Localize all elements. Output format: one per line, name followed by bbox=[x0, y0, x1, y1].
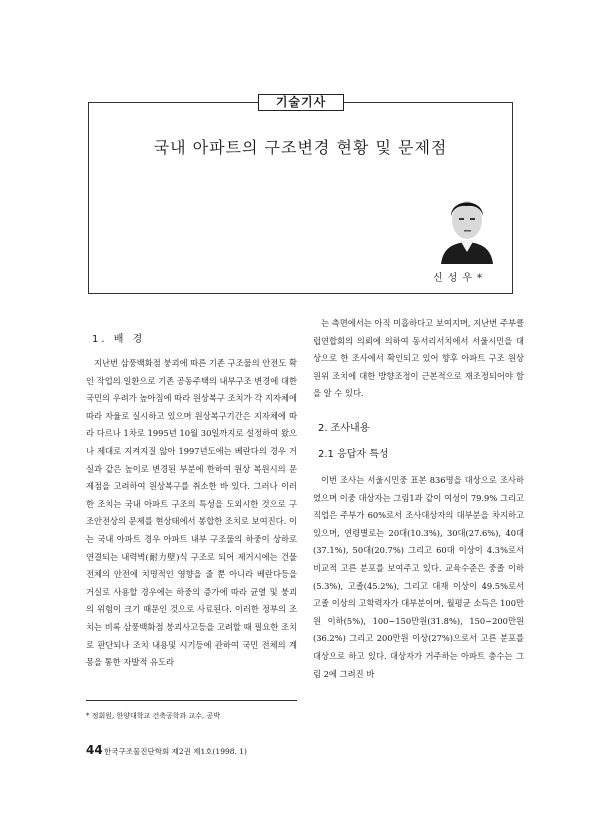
right-paragraph-2: 이번 조사는 서울시민중 표본 836명을 대상으로 조사하였으며 이중 대상자는 그림1과 같이 여성이 79.9% 그리고 직업은 주부가 60%로서 조사대상자의 대부분을 차지하고 있으며, 연령별로는 20대(10.3%), 30대(27.6%), 40대(37.1%), 50대(20.7%) 그리고 60대 이상이 4.3%로서 비교적 고른 분포를 보여주고 있다. 교육수준은 중졸 이하(5.3%), 고졸(45.2%), 그리고 대재 이상이 49.5%로서 고졸 이상의 고학력자가 대부분이며, 월평균 소득은 100만원 이하(5%), 100~150만원(31.8%), 150~200만원(36.2%) 그리고 200만원 이상(27%)으로서 고른 분포를 대상으로 하고 있다. 대상자가 거주하는 아파트 층수는 그림 2에 그려진 바 bbox=[313, 475, 524, 679]
section-1-heading: 1. 배 경 bbox=[92, 334, 146, 345]
footnote: * 정회원, 한양대학교 건축공학과 교수, 공박 bbox=[86, 712, 221, 720]
journal-info: 한국구조물진단학회 제2권 제1호(1998. 1) bbox=[104, 747, 247, 756]
category-tag: 기술기사 bbox=[258, 94, 344, 111]
author-photo bbox=[435, 188, 499, 264]
right-column bbox=[313, 315, 524, 403]
right-paragraph-1: 는 측면에서는 아직 미흡하다고 보여지며, 지난번 주부클럽연합회의 의뢰에 의하여 동서리서치에서 서울시민을 대상으로 한 조사에서 확인되고 있어 향후 아파트 구조 원상원위 조치에 대한 방향조정이 근본적으로 재조정되어야 함을 알 수 있다. bbox=[313, 318, 524, 399]
page-number: 44 bbox=[86, 743, 103, 757]
footnote-rule bbox=[86, 700, 297, 701]
author-name: 신성우* bbox=[433, 273, 487, 284]
left-column-text: 지난번 삼풍백화점 붕괴에 따른 기존 구조물의 안전도 확인 작업의 일환으로 기존 공동주택의 내부구조 변경에 대한 국민의 우려가 높아짐에 따라 원상복구 조치가 각 지자체에 따라 자율로 실시하고 있으며 원상복구기간은 지자체에 따라 다르나 1차로 1995년 10월 30일까지로 설정하여 왔으나 제대로 지켜지질 않아 1997년도에는 베란다의 경우 거실과 같은 높이로 변경된 부분에 한하여 원상 복원시의 문제점을 고려하여 원상복구를 취소한 바 있다. 그러나 이러한 조치는 국내 아파트 구조의 특성을 도외시한 것으로 구조안전상의 문제를 현상태에서 봉합한 조치로 보여진다. 이는 국내 아파트 경우 아파트 내부 구조물의 하중이 상하로 연결되는 내력벽(耐力壁)식 구조로 되어 제거시에는 건물전체의 안전에 치명적인 영향을 줄 뿐 아니라 베란다등을 거실로 사용할 경우에는 하중의 증가에 따라 균열 및 붕괴의 위험이 크기 때문인 것으로 사료된다. 이러한 정부의 조치는 비록 삼풍백화점 붕괴사고등을 고려할 때 필요한 조치로 판단되나 조치 내용및 시기등에 관하여 국민 전체의 계몽을 통한 자발적 유도라 bbox=[86, 358, 297, 668]
section-2-1-heading: 2.1 응답자 특성 bbox=[318, 449, 389, 460]
section-2-heading: 2. 조사내용 bbox=[318, 423, 370, 434]
article-title: 국내 아파트의 구조변경 현황 및 문제점 bbox=[153, 138, 448, 157]
